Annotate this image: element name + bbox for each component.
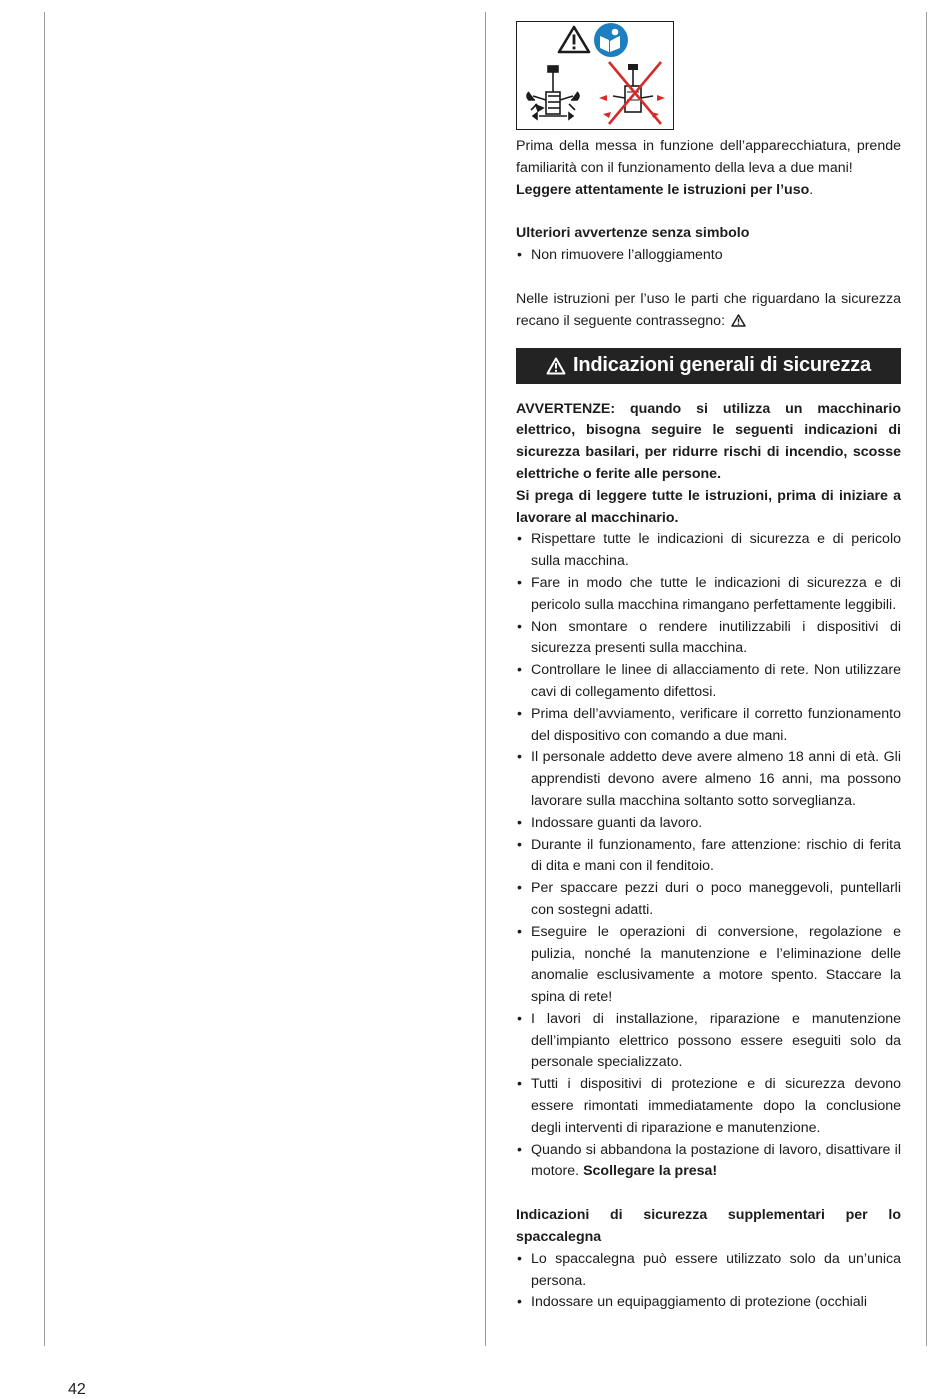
list-item-bold-text: Scollegare la presa! (583, 1163, 718, 1180)
bullet: • (517, 814, 522, 831)
supplementary-list (516, 1249, 901, 1314)
list-item-text: Lo spaccalegna può essere utilizzato solo da un’unica persona. (531, 1250, 901, 1289)
list-item (516, 529, 901, 573)
supplementary-title: Indicazioni di sicurezza supplementari per lo spaccalegna (516, 1207, 901, 1246)
list-item (516, 1009, 901, 1074)
intro-bold-tail: . (809, 181, 814, 198)
section-heading-text: Indicazioni generali di sicurezza (573, 353, 871, 376)
intro-bold-text: Leggere attentamente le istruzioni per l’uso (516, 181, 810, 198)
list-item-text: Indossare un equipaggiamento di protezione (occhiali (531, 1294, 867, 1311)
list-item (516, 813, 901, 835)
bullet: • (517, 880, 522, 897)
list-item-text: Indossare guanti da lavoro. (531, 814, 703, 831)
list-item (516, 704, 901, 748)
warning-triangle-icon (546, 357, 566, 375)
list-item-text: Non smontare o rendere inutilizzabili i dispositivi di sicurezza presenti sulla macchina. (531, 618, 901, 657)
warning-triangle-icon (559, 27, 589, 52)
list-item (516, 922, 901, 1009)
list-item-text: Non rimuovere l’alloggiamento (531, 247, 723, 264)
safety-pictogram (516, 21, 674, 130)
safety-marking-note (516, 289, 901, 333)
right-column (516, 21, 901, 1314)
list-item (516, 245, 901, 267)
list-item (516, 573, 901, 617)
bullet: • (517, 1010, 522, 1027)
bullet: • (517, 618, 522, 635)
warning-paragraph-2: Si prega di leggere tutte le istruzioni, prima di iniziare a lavorare al macchinario. (516, 487, 901, 526)
bullet: • (517, 1076, 522, 1093)
page-number: 42 (68, 1381, 86, 1398)
list-item-text: Eseguire le operazioni di conversione, regolazione e pulizia, nonché la manutenzione e l’eliminazione delle anomalie esclusivamente a motore spento. Staccare la spina di rete! (531, 923, 901, 1006)
list-item-text: Il personale addetto deve avere almeno 18 anni di età. Gli apprendisti devono avere almeno 16 anni, ma possono lavorare sulla macchina soltanto sotto sorveglianza. (531, 749, 901, 809)
list-item-text: I lavori di installazione, riparazione e manutenzione dell’impianto elettrico possono essere eseguiti solo da personale specializzato. (531, 1010, 901, 1071)
bullet: • (517, 836, 522, 853)
warning-triangle-icon (731, 314, 746, 327)
list-item (516, 878, 901, 922)
left-margin-line (44, 12, 45, 1346)
log-splitter-correct-icon (527, 66, 579, 119)
warning-paragraph-1: AVVERTENZE: quando si utilizza un macchinario elettrico, bisogna seguire le seguenti indicazioni di sicurezza basilari, per ridurre rischi di incendio, scosse elettriche o ferite alle persone. (516, 400, 901, 482)
list-item-text: Per spaccare pezzi duri o poco maneggevoli, puntellarli con sostegni adatti. (531, 880, 901, 918)
list-item-text: Fare in modo che tutte le indicazioni di sicurezza e di pericolo sulla macchina rimangano perfettamente leggibili. (531, 574, 901, 613)
intro-paragraph (516, 136, 901, 201)
safety-marking-text: Nelle istruzioni per l’uso le parti che riguardano la sicurezza recano il seguente contrassegno: (516, 290, 901, 329)
list-item-text: Tutti i dispositivi di protezione e di sicurezza devono essere rimontati immediatamente dopo la conclusione degli interventi di riparazione e manutenzione. (531, 1076, 901, 1136)
list-item (516, 1249, 901, 1293)
list-item (516, 1140, 901, 1184)
list-item-text: Quando si abbandona la postazione di lavoro, disattivare il motore. (531, 1141, 901, 1180)
bullet: • (517, 531, 522, 548)
bullet: • (517, 1294, 522, 1311)
list-item (516, 835, 901, 879)
intro-text: Prima della messa in funzione dell’apparecchiatura, prende familiarità con il funzionamento della leva a due mani! (516, 138, 901, 176)
bullet: • (517, 574, 522, 591)
list-item-text: Controllare le linee di allacciamento di rete. Non utilizzare cavi di collegamento difettosi. (531, 662, 901, 700)
further-warnings-title: Ulteriori avvertenze senza simbolo (516, 225, 750, 242)
list-item (516, 660, 901, 704)
bullet: • (517, 662, 522, 679)
list-item (516, 1074, 901, 1139)
further-warnings-list (516, 245, 901, 267)
bullet: • (517, 923, 522, 940)
section-heading (516, 348, 901, 384)
list-item (516, 617, 901, 661)
list-item-text: Rispettare tutte le indicazioni di sicurezza e di pericolo sulla macchina. (531, 531, 901, 570)
list-item (516, 747, 901, 812)
bullet: • (517, 705, 522, 722)
read-manual-icon (594, 23, 628, 57)
column-divider-line (485, 12, 486, 1346)
bullet: • (517, 1141, 522, 1158)
right-margin-line (926, 12, 927, 1346)
list-item (516, 1292, 901, 1314)
list-item-text: Durante il funzionamento, fare attenzione: rischio di ferita di dita e mani con il fenditoio. (531, 836, 901, 875)
bullet: • (517, 1250, 522, 1267)
bullet: • (517, 749, 522, 766)
log-splitter-wrong-icon (599, 62, 665, 124)
list-item-text: Prima dell’avviamento, verificare il corretto funzionamento del dispositivo con comando a due mani. (531, 705, 901, 744)
bullet: • (517, 247, 522, 264)
general-safety-list (516, 529, 901, 1183)
